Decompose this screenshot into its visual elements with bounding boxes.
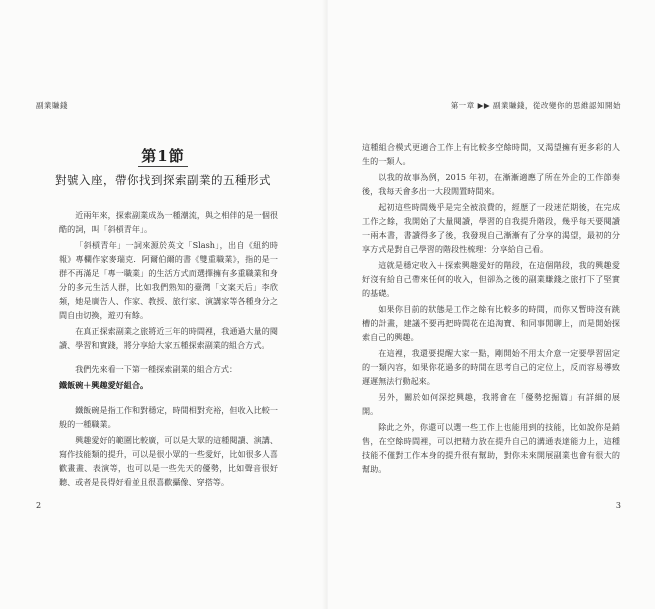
chapter-number — [63, 145, 263, 166]
running-head-left: 副業賺錢 — [36, 101, 68, 110]
body-text-right — [362, 140, 620, 478]
paragraph: 以我的故事為例，2015 年初，在漸漸適應了所在外企的工作節奏後，我每天會多出一大段閒置時間來。 — [362, 172, 620, 196]
running-head-right: 第一章 ▶▶ 副業賺錢，從改變你的思維認知開始 — [450, 101, 621, 110]
paragraph: 鐵飯碗是指工作和對穩定，時間相對充裕，但收入比較一般的一種職業。 — [59, 405, 278, 429]
body-text-definitions — [59, 403, 278, 491]
chapter-number-text: 第1節 — [138, 147, 187, 167]
body-text-intro — [59, 208, 278, 354]
page-number-left: 2 — [36, 501, 42, 510]
chapter-title: 對號入座，帶你找到探索副業的五種形式 — [55, 173, 271, 187]
paragraph: 在這裡，我還要提醒大家一點，剛開始不用太介意一定要學習固定的一類內容，如果你花過多的時間在思考自己的定位上，反而容易導致遲遲無法行動起來。 — [362, 348, 620, 386]
combo-heading: 鐵飯碗＋興趣愛好組合。 — [59, 380, 149, 390]
paragraph: 這就是穩定收入＋探索興趣愛好的階段，在這個階段，我的興趣愛好沒有給自己帶來任何的收入，但卻為之後的副業賺錢之旅打下了堅實的基礎。 — [362, 260, 620, 298]
left-page — [0, 0, 327, 609]
body-text-combo — [59, 362, 278, 394]
page-number-right: 3 — [615, 501, 621, 510]
paragraph: 起初這些時間幾乎是完全被浪費的，經歷了一段迷茫期後，在完成工作之餘，我開始了大量閱讀，學習的自我提升階段，幾乎每天要閱讀一兩本書，書讀得多了後，我發現自己漸漸有了分享的渴望，最初的分享方式是對自己學習的階段性梳理：分享給自己看。 — [362, 202, 620, 254]
paragraph: 除此之外，你還可以選一些工作上也能用到的技能，比如說你是銷售，在空餘時間裡，可以把精力放在提升自己的溝通表達能力上，這種技能不僅對工作本身的提升很有幫助，對你未來開展副業也會有很大的幫助。 — [362, 422, 620, 474]
paragraph: 在真正探索副業之旅將近三年的時間裡，我通過大量的閱讀、學習和實踐，將分享給大家五種探索副業的組合方式。 — [59, 326, 278, 350]
paragraph: 近兩年來，探索副業成為一種潮流，與之相伴的是一個很酷的詞，叫「斜槓青年」。 — [59, 210, 278, 234]
paragraph: 如果你目前的狀態是工作之餘有比較多的時間，而你又暫時沒有跳槽的計畫，建議不要再把時間花在追淘寶、和同事閒聊上，而是開始探索自己的興趣。 — [362, 304, 620, 342]
intro-line: 我們先來看一下第一種探索副業的組合方式： — [75, 364, 238, 374]
paragraph: 另外，關於如何深挖興趣，我將會在「優勢挖掘篇」有詳細的展開。 — [362, 392, 620, 416]
paragraph: 「斜槓青年」一詞來源於英文「Slash」，出自《紐約時報》專欄作家麥瑞克．阿爾伯爾的書《雙重職業》，指的是一群不再滿足「專一職業」的生活方式而選擇擁有多重職業和身分的多元生活人群，比如我們熟知的臺灣「文案天后」李欣頻，她是廣告人、作家、教授、旅行家、演講家等各種身分之間自由切換，遊刃有餘。 — [59, 240, 278, 320]
right-page — [328, 0, 655, 609]
paragraph: 這種組合模式更適合工作上有比較多空餘時間，又渴望擁有更多彩的人生的一類人。 — [362, 142, 620, 166]
paragraph: 興趣愛好的範圍比較廣，可以是大眾的這種閱讀、演講、寫作技能類的提升，可以是很小眾的一些愛好，比如很多人喜歡畫畫、表演等，也可以是一些先天的優勢，比如聲音很好聽、或者是長得好看並且很喜歡攝像、穿搭等。 — [59, 435, 278, 487]
